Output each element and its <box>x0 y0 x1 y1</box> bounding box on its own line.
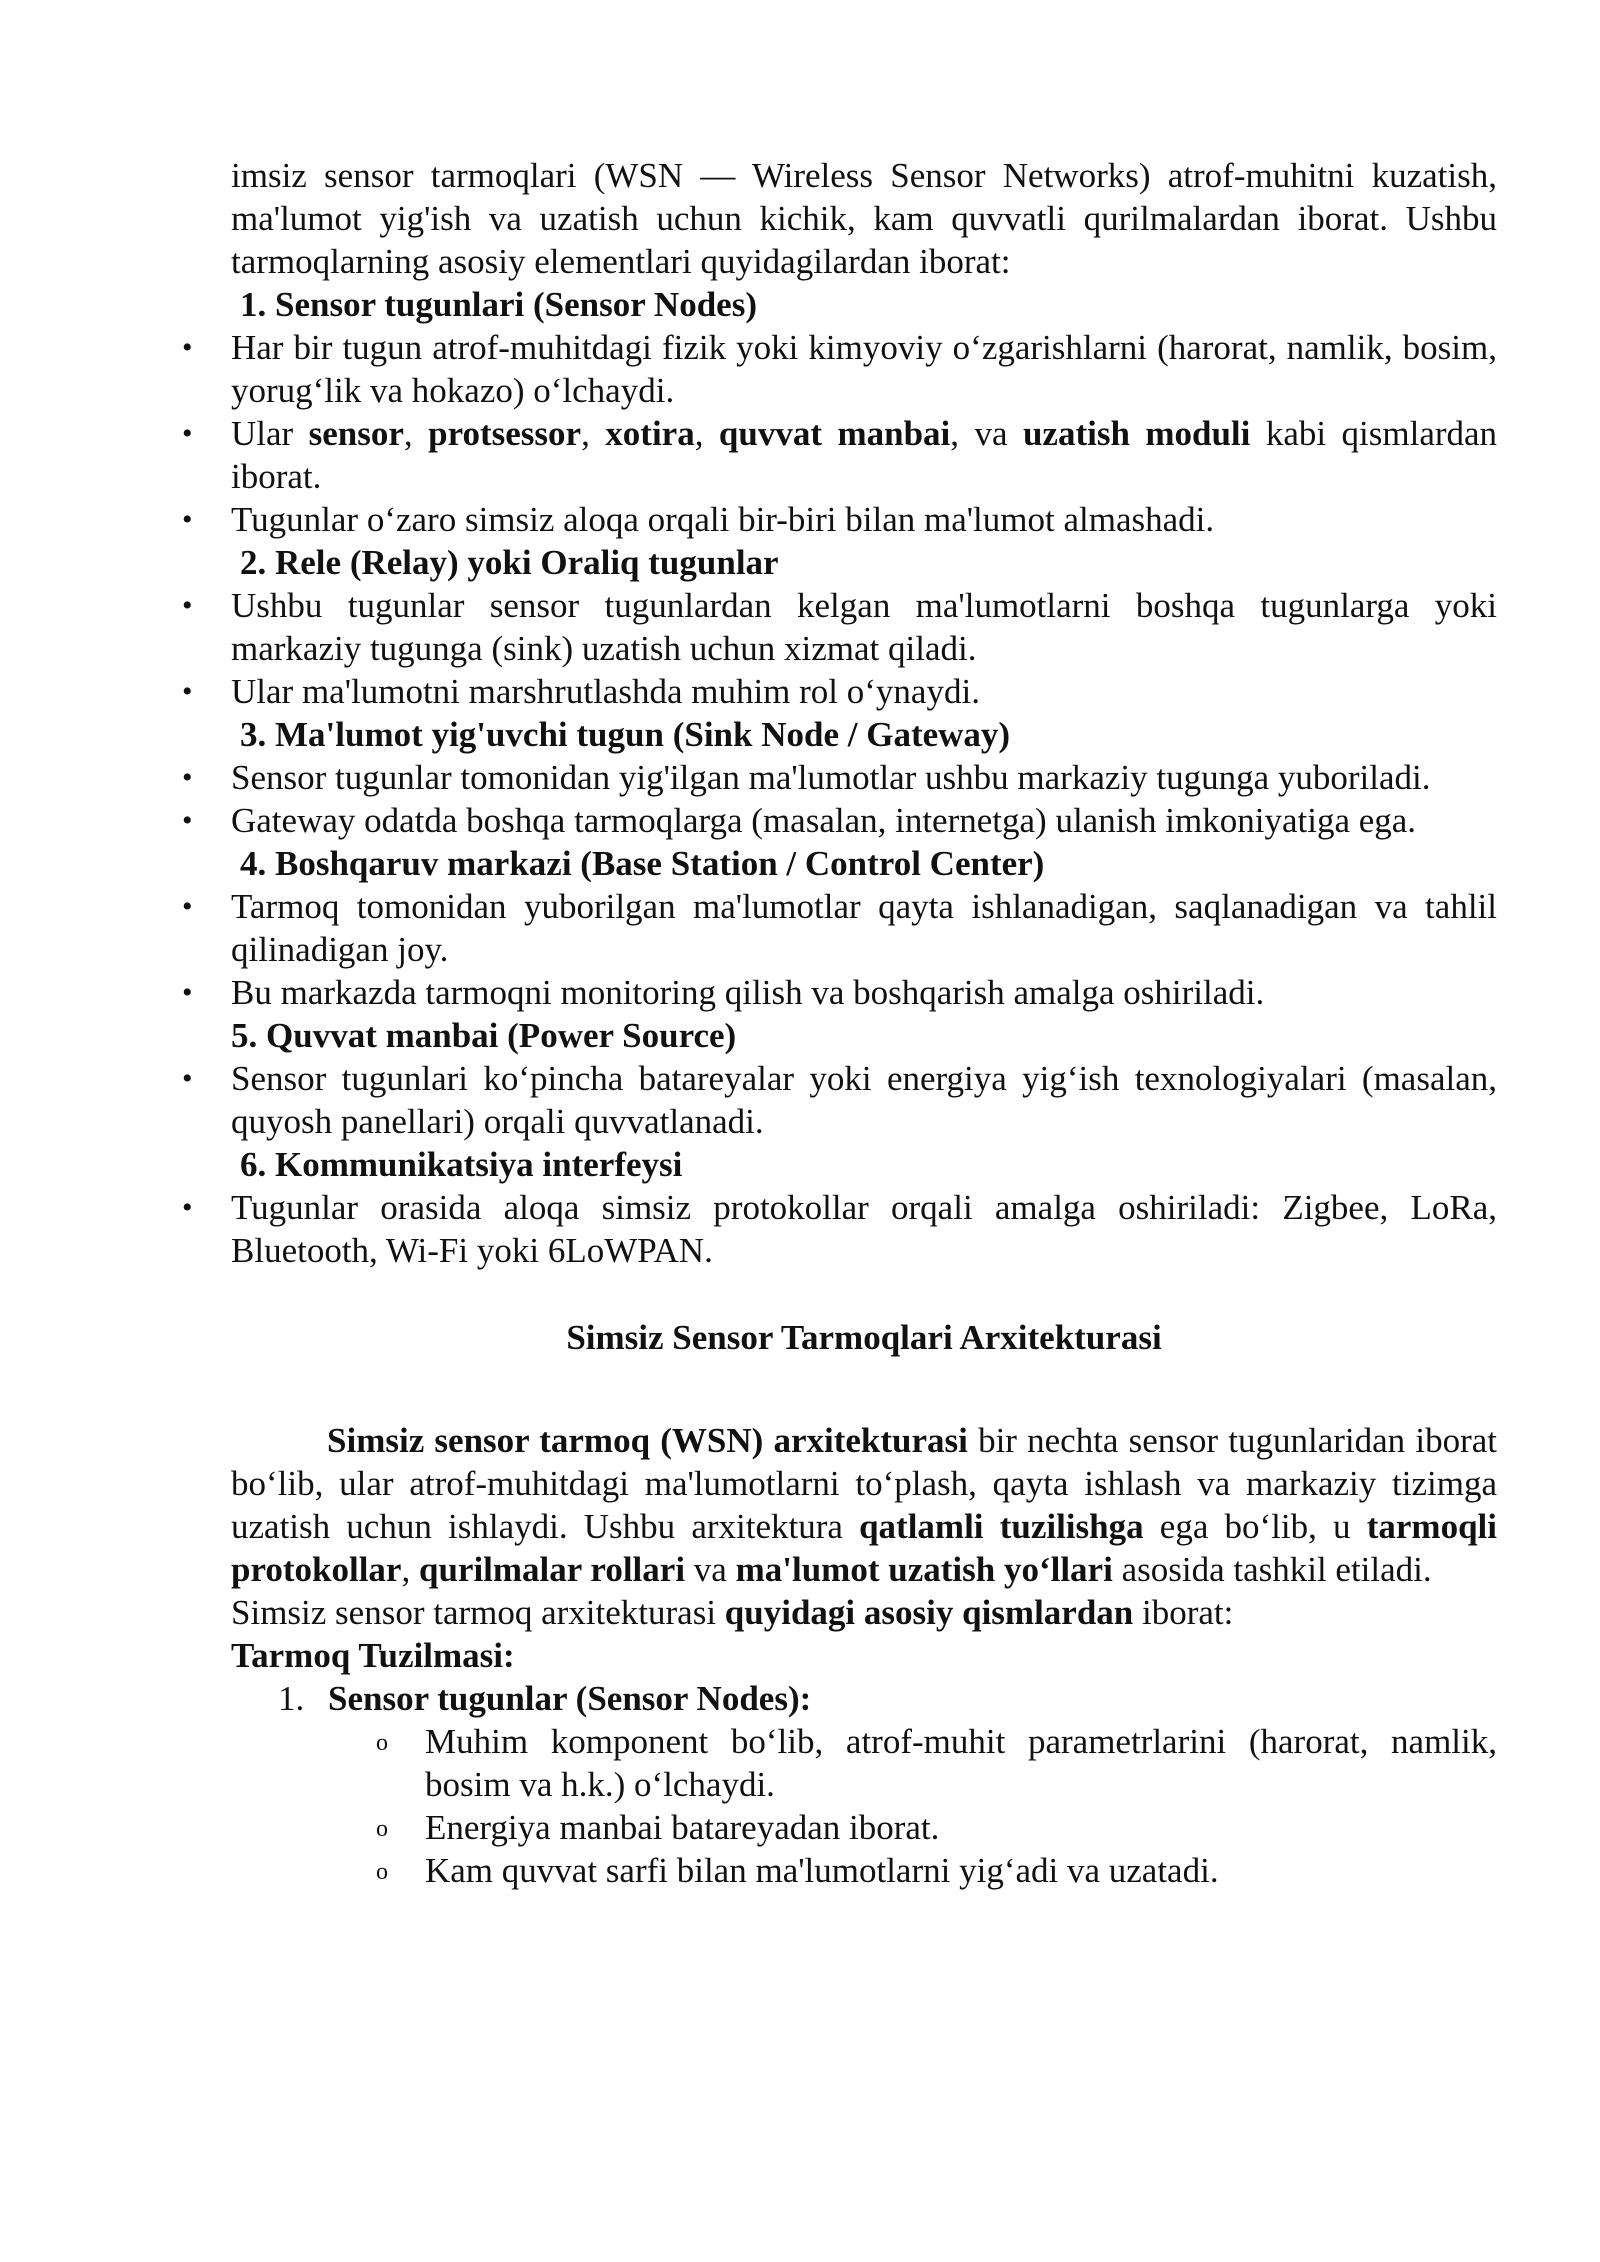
bold-term: protsessor <box>428 414 582 453</box>
bold-term: ma'lumot uzatish yo‘llari <box>735 1550 1113 1589</box>
sub-list-item: o Kam quvvat sarfi bilan ma'lumotlarni yig‘adi va uzatadi. <box>425 1849 1497 1892</box>
intro-paragraph: imsiz sensor tarmoqlari (WSN — Wireless Sensor Networks) atrof-muhitni kuzatish, ma'lumot yig'ish va uzatish uchun kichik, kam quvvatli qurilmalardan iborat. Ushbu tarmoqlarning asosiy elementlari quyidagilardan iborat: <box>231 156 1497 281</box>
sub-bullet-list <box>231 1720 1497 1892</box>
sub-list-item: o Muhim komponent bo‘lib, atrof-muhit parametrlarini (harorat, namlik, bosim va h.k.) o‘lchaydi. <box>425 1720 1497 1806</box>
bold-term: qatlamli tuzilishga <box>859 1507 1144 1546</box>
bold-term: xotira <box>605 414 695 453</box>
architecture-paragraph <box>231 1419 1497 1591</box>
section-heading-sink-node: 3. Ma'lumot yig'uvchi tugun (Sink Node / Gateway) <box>240 715 1011 754</box>
section-heading-communication: 6. Kommunikatsiya interfeysi <box>240 1145 683 1184</box>
list-item: • Gateway odatda boshqa tarmoqlarga (masalan, internetga) ulanish imkoniyatiga ega. <box>231 799 1497 842</box>
bullet-list-base-station <box>231 885 1497 1014</box>
text-span: bir nechta sensor tugunlaridan iborat bo‘lib, ular atrof-muhitdagi ma'lumotlarni to‘plash, qayta ishlash va markaziy tizimga uzatish uchun ishlaydi. Ushbu arxitektura <box>231 1421 1497 1546</box>
list-item: • Tugunlar orasida aloqa simsiz protokollar orqali amalga oshiriladi: Zigbee, LoRa, Bluetooth, Wi-Fi yoki 6LoWPAN. <box>231 1186 1497 1272</box>
bold-term: uzatish moduli <box>1022 414 1251 453</box>
text-span: va <box>685 1550 736 1589</box>
section-heading-power-source: 5. Quvvat manbai (Power Source) <box>231 1016 737 1055</box>
text-span: kabi qismlardan iborat. <box>231 414 1498 496</box>
list-item: • Sensor tugunlar tomonidan yig'ilgan ma'lumotlar ushbu markaziy tugunga yuboriladi. <box>231 756 1497 799</box>
list-item: • Ular ma'lumotni marshrutlashda muhim rol o‘ynaydi. <box>231 670 1497 713</box>
text-span: , <box>401 1550 419 1589</box>
text-span: Ular <box>231 414 309 453</box>
bullet-list-sink-node <box>231 756 1497 842</box>
list-item: • Tugunlar o‘zaro simsiz aloqa orqali bir-biri bilan ma'lumot almashadi. <box>231 498 1497 541</box>
bold-term: quvvat manbai <box>718 414 951 453</box>
spacer <box>231 1359 1497 1419</box>
list-item: • Ushbu tugunlar sensor tugunlardan kelgan ma'lumotlarni boshqa tugunlarga yoki markaziy tugunga (sink) uzatish uchun xizmat qiladi. <box>231 584 1497 670</box>
list-item: • Bu markazda tarmoqni monitoring qilish va boshqarish amalga oshiriladi. <box>231 971 1497 1014</box>
section-heading-sensor-nodes: 1. Sensor tugunlari (Sensor Nodes) <box>240 285 757 324</box>
list-item: • Tarmoq tomonidan yuborilgan ma'lumotlar qayta ishlanadigan, saqlanadigan va tahlil qilinadigan joy. <box>231 885 1497 971</box>
bold-term: qurilmalar rollari <box>418 1550 686 1589</box>
text-span: iborat: <box>1133 1593 1234 1632</box>
bold-term: quyidagi asosiy qismlardan <box>724 1593 1134 1632</box>
bullet-list-sensor-nodes <box>231 326 1497 541</box>
text-span: , va <box>950 414 1023 453</box>
bullet-list-relay-nodes <box>231 584 1497 713</box>
numbered-item-label: Sensor tugunlar (Sensor Nodes): <box>328 1679 812 1718</box>
architecture-parts-intro <box>231 1591 1497 1634</box>
sub-list-item: o Energiya manbai batareyadan iborat. <box>425 1806 1497 1849</box>
bullet-list-communication <box>231 1186 1497 1272</box>
numbered-item-sensor-nodes <box>231 1677 1497 1720</box>
text-span: Simsiz sensor tarmoq arxitekturasi <box>231 1593 725 1632</box>
list-item: • Sensor tugunlari ko‘pincha batareyalar yoki energiya yig‘ish texnologiyalari (masalan, quyosh panellari) orqali quvvatlanadi. <box>231 1057 1497 1143</box>
network-structure-heading: Tarmoq Tuzilmasi: <box>231 1636 515 1675</box>
text-span: ega bo‘lib, u <box>1143 1507 1367 1546</box>
section-heading-base-station: 4. Boshqaruv markazi (Base Station / Control Center) <box>240 844 1045 883</box>
bold-term: Simsiz sensor tarmoq (WSN) arxitekturasi <box>327 1421 968 1460</box>
text-span: , <box>581 414 606 453</box>
section-heading-relay-nodes: 2. Rele (Relay) yoki Oraliq tugunlar <box>240 543 779 582</box>
architecture-title: Simsiz Sensor Tarmoqlari Arxitekturasi <box>566 1318 1162 1357</box>
list-item: • Har bir tugun atrof-muhitdagi fizik yoki kimyoviy o‘zgarishlarni (harorat, namlik, bosim, yorug‘lik va hokazo) o‘lchaydi. <box>231 326 1497 412</box>
bold-term: tarmoqli protokollar <box>231 1507 1497 1589</box>
text-span: , <box>403 414 429 453</box>
text-span: , <box>694 414 719 453</box>
text-span: asosida tashkil etiladi. <box>1112 1550 1432 1589</box>
bold-term: sensor <box>308 414 404 453</box>
document-body <box>231 154 1497 1892</box>
list-item-components <box>231 412 1497 498</box>
bullet-list-power-source <box>231 1057 1497 1143</box>
list-number: 1. <box>278 1679 305 1718</box>
